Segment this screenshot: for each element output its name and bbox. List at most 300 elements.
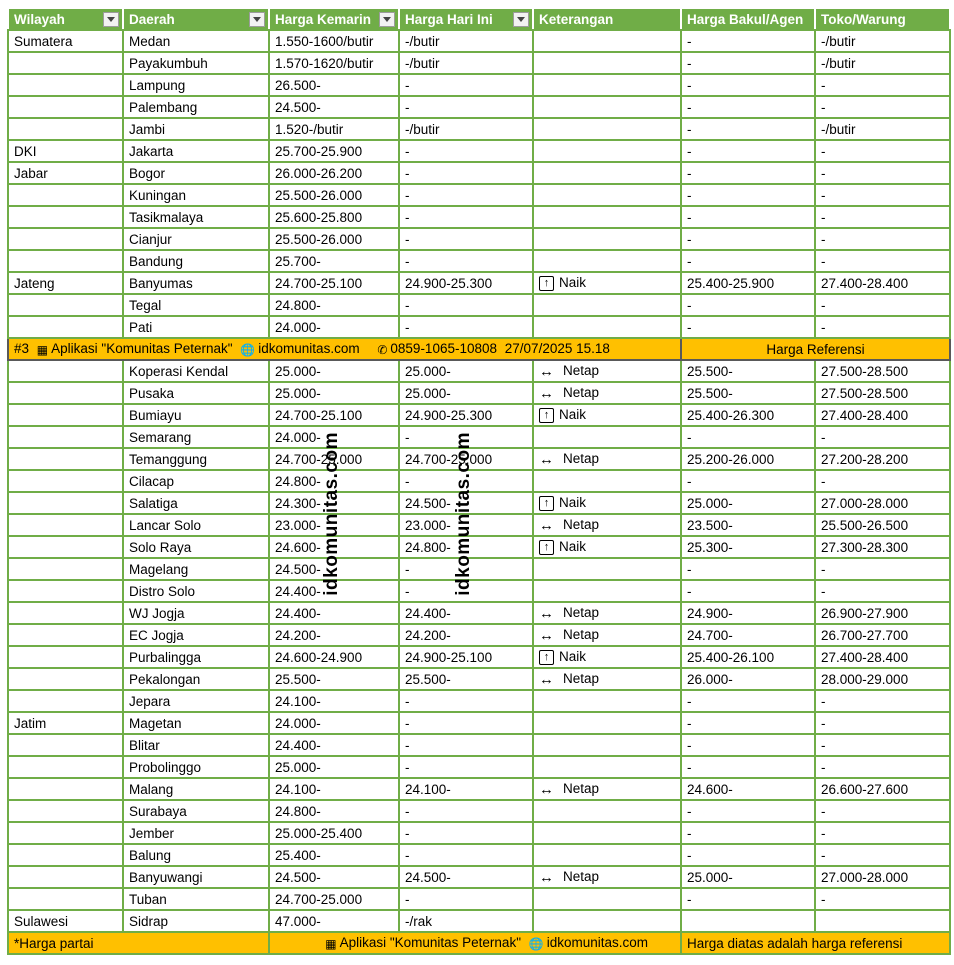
cell-harga-toko[interactable] xyxy=(815,646,950,668)
cell-wilayah[interactable] xyxy=(8,536,123,558)
cell-harga-kemarin[interactable] xyxy=(269,404,399,426)
cell-harga-toko[interactable] xyxy=(815,536,950,558)
cell-harga-toko[interactable] xyxy=(815,96,950,118)
cell-harga-toko[interactable] xyxy=(815,250,950,272)
cell-harga-kemarin[interactable] xyxy=(269,184,399,206)
cell-daerah[interactable] xyxy=(123,514,269,536)
cell-harga-kemarin[interactable] xyxy=(269,844,399,866)
cell-harga-bakul[interactable] xyxy=(681,734,815,756)
cell-keterangan[interactable] xyxy=(533,580,681,602)
cell-harga-toko[interactable] xyxy=(815,800,950,822)
cell-harga-hari-ini[interactable] xyxy=(399,250,533,272)
cell-wilayah[interactable] xyxy=(8,360,123,382)
cell-harga-hari-ini[interactable] xyxy=(399,712,533,734)
cell-harga-bakul-text: - xyxy=(687,165,692,181)
cell-keterangan[interactable] xyxy=(533,778,681,800)
cell-harga-hari-ini[interactable] xyxy=(399,844,533,866)
cell-harga-bakul[interactable] xyxy=(681,250,815,272)
cell-wilayah[interactable] xyxy=(8,910,123,932)
cell-keterangan[interactable] xyxy=(533,690,681,712)
cell-harga-toko-text: - xyxy=(821,847,826,863)
table-row xyxy=(8,602,950,624)
filter-dropdown-icon[interactable] xyxy=(513,12,529,27)
cell-harga-toko[interactable] xyxy=(815,118,950,140)
cell-harga-toko[interactable] xyxy=(815,690,950,712)
cell-harga-toko[interactable] xyxy=(815,888,950,910)
cell-harga-hari-ini-text: - xyxy=(405,825,410,841)
cell-keterangan[interactable] xyxy=(533,602,681,624)
cell-harga-bakul[interactable] xyxy=(681,756,815,778)
cell-harga-toko[interactable] xyxy=(815,74,950,96)
cell-harga-kemarin[interactable] xyxy=(269,800,399,822)
cell-wilayah[interactable] xyxy=(8,734,123,756)
cell-daerah[interactable] xyxy=(123,800,269,822)
cell-wilayah[interactable] xyxy=(8,316,123,338)
cell-harga-kemarin[interactable] xyxy=(269,228,399,250)
cell-harga-bakul-text: 25.200-26.000 xyxy=(687,451,775,467)
cell-harga-hari-ini[interactable] xyxy=(399,778,533,800)
cell-keterangan[interactable] xyxy=(533,558,681,580)
cell-harga-hari-ini[interactable] xyxy=(399,360,533,382)
cell-keterangan[interactable] xyxy=(533,910,681,932)
cell-daerah[interactable] xyxy=(123,118,269,140)
cell-harga-hari-ini[interactable] xyxy=(399,294,533,316)
cell-harga-bakul[interactable] xyxy=(681,294,815,316)
cell-harga-toko[interactable] xyxy=(815,30,950,52)
cell-daerah[interactable] xyxy=(123,74,269,96)
cell-harga-bakul[interactable] xyxy=(681,184,815,206)
cell-keterangan[interactable] xyxy=(533,668,681,690)
cell-wilayah[interactable] xyxy=(8,118,123,140)
cell-harga-toko[interactable] xyxy=(815,272,950,294)
cell-keterangan[interactable] xyxy=(533,800,681,822)
cell-keterangan[interactable] xyxy=(533,184,681,206)
cell-wilayah[interactable] xyxy=(8,602,123,624)
cell-daerah[interactable] xyxy=(123,404,269,426)
cell-wilayah[interactable] xyxy=(8,580,123,602)
cell-keterangan[interactable] xyxy=(533,294,681,316)
cell-harga-hari-ini[interactable] xyxy=(399,734,533,756)
filter-dropdown-icon[interactable] xyxy=(379,12,395,27)
cell-harga-hari-ini[interactable] xyxy=(399,624,533,646)
cell-wilayah[interactable] xyxy=(8,492,123,514)
cell-harga-bakul[interactable] xyxy=(681,272,815,294)
cell-harga-bakul[interactable] xyxy=(681,690,815,712)
cell-harga-hari-ini[interactable] xyxy=(399,668,533,690)
cell-daerah[interactable] xyxy=(123,162,269,184)
cell-wilayah[interactable] xyxy=(8,404,123,426)
table-row xyxy=(8,272,950,294)
cell-daerah[interactable] xyxy=(123,712,269,734)
cell-wilayah[interactable] xyxy=(8,74,123,96)
cell-daerah[interactable] xyxy=(123,272,269,294)
cell-harga-hari-ini[interactable] xyxy=(399,118,533,140)
cell-wilayah[interactable] xyxy=(8,426,123,448)
cell-wilayah[interactable] xyxy=(8,646,123,668)
cell-harga-kemarin[interactable] xyxy=(269,96,399,118)
cell-harga-kemarin[interactable] xyxy=(269,52,399,74)
cell-daerah[interactable] xyxy=(123,580,269,602)
cell-keterangan[interactable] xyxy=(533,866,681,888)
cell-keterangan[interactable] xyxy=(533,360,681,382)
cell-harga-kemarin[interactable] xyxy=(269,294,399,316)
cell-daerah[interactable] xyxy=(123,140,269,162)
cell-harga-hari-ini[interactable] xyxy=(399,382,533,404)
banner-site[interactable]: idkomunitas.com xyxy=(258,341,360,357)
cell-harga-toko[interactable] xyxy=(815,822,950,844)
cell-harga-hari-ini[interactable] xyxy=(399,206,533,228)
cell-harga-kemarin[interactable] xyxy=(269,690,399,712)
cell-wilayah[interactable] xyxy=(8,162,123,184)
cell-harga-toko[interactable] xyxy=(815,294,950,316)
cell-harga-toko[interactable] xyxy=(815,448,950,470)
cell-daerah[interactable] xyxy=(123,822,269,844)
cell-harga-toko[interactable] xyxy=(815,668,950,690)
cell-harga-kemarin[interactable] xyxy=(269,646,399,668)
cell-harga-bakul[interactable] xyxy=(681,866,815,888)
cell-harga-kemarin[interactable] xyxy=(269,74,399,96)
cell-harga-kemarin-text: 24.000- xyxy=(275,715,321,731)
cell-harga-bakul[interactable] xyxy=(681,514,815,536)
cell-harga-hari-ini[interactable] xyxy=(399,866,533,888)
cell-wilayah[interactable] xyxy=(8,822,123,844)
cell-daerah[interactable] xyxy=(123,382,269,404)
cell-wilayah[interactable] xyxy=(8,184,123,206)
cell-harga-bakul[interactable] xyxy=(681,822,815,844)
cell-harga-hari-ini[interactable] xyxy=(399,822,533,844)
cell-harga-hari-ini[interactable] xyxy=(399,52,533,74)
cell-harga-bakul-text: - xyxy=(687,143,692,159)
cell-harga-toko[interactable] xyxy=(815,52,950,74)
cell-keterangan[interactable] xyxy=(533,536,681,558)
cell-keterangan[interactable] xyxy=(533,96,681,118)
cell-harga-bakul[interactable] xyxy=(681,800,815,822)
cell-wilayah[interactable] xyxy=(8,690,123,712)
cell-harga-kemarin-text: 24.400- xyxy=(275,737,321,753)
cell-harga-kemarin[interactable] xyxy=(269,206,399,228)
cell-keterangan[interactable] xyxy=(533,316,681,338)
cell-harga-bakul[interactable] xyxy=(681,580,815,602)
cell-harga-bakul[interactable] xyxy=(681,910,815,932)
cell-harga-hari-ini[interactable] xyxy=(399,756,533,778)
col-header-daerah: Daerah xyxy=(123,8,269,30)
cell-harga-hari-ini[interactable] xyxy=(399,404,533,426)
cell-harga-bakul[interactable] xyxy=(681,778,815,800)
arrow-up-icon: ↑ xyxy=(539,496,554,511)
cell-daerah[interactable] xyxy=(123,910,269,932)
cell-wilayah[interactable] xyxy=(8,800,123,822)
cell-daerah[interactable] xyxy=(123,448,269,470)
cell-daerah[interactable] xyxy=(123,866,269,888)
arrow-left-right-icon: ↔ xyxy=(539,670,554,688)
cell-keterangan[interactable] xyxy=(533,756,681,778)
cell-daerah[interactable] xyxy=(123,536,269,558)
cell-keterangan[interactable] xyxy=(533,426,681,448)
cell-harga-toko[interactable] xyxy=(815,492,950,514)
cell-daerah[interactable] xyxy=(123,228,269,250)
cell-harga-toko[interactable] xyxy=(815,382,950,404)
cell-harga-hari-ini[interactable] xyxy=(399,910,533,932)
cell-harga-hari-ini[interactable] xyxy=(399,228,533,250)
cell-harga-bakul[interactable] xyxy=(681,118,815,140)
cell-harga-toko[interactable] xyxy=(815,778,950,800)
cell-harga-bakul[interactable] xyxy=(681,30,815,52)
banner-number: #3 xyxy=(14,341,30,357)
cell-harga-bakul[interactable] xyxy=(681,228,815,250)
cell-wilayah[interactable] xyxy=(8,668,123,690)
cell-harga-hari-ini[interactable] xyxy=(399,272,533,294)
cell-harga-toko[interactable] xyxy=(815,514,950,536)
cell-harga-toko[interactable] xyxy=(815,580,950,602)
cell-harga-kemarin[interactable] xyxy=(269,382,399,404)
cell-harga-kemarin[interactable] xyxy=(269,866,399,888)
cell-daerah[interactable] xyxy=(123,96,269,118)
cell-harga-toko[interactable] xyxy=(815,228,950,250)
cell-daerah[interactable] xyxy=(123,602,269,624)
cell-wilayah[interactable] xyxy=(8,756,123,778)
cell-keterangan[interactable] xyxy=(533,470,681,492)
cell-harga-hari-ini[interactable] xyxy=(399,30,533,52)
cell-harga-kemarin[interactable] xyxy=(269,118,399,140)
cell-harga-bakul[interactable] xyxy=(681,382,815,404)
cell-keterangan[interactable] xyxy=(533,448,681,470)
cell-wilayah[interactable] xyxy=(8,52,123,74)
cell-harga-bakul[interactable] xyxy=(681,74,815,96)
cell-keterangan[interactable] xyxy=(533,492,681,514)
cell-wilayah[interactable] xyxy=(8,228,123,250)
banner-app: Aplikasi "Komunitas Peternak" xyxy=(51,341,233,357)
cell-harga-toko[interactable] xyxy=(815,844,950,866)
cell-harga-bakul[interactable] xyxy=(681,558,815,580)
cell-harga-bakul[interactable] xyxy=(681,888,815,910)
cell-harga-hari-ini[interactable] xyxy=(399,602,533,624)
cell-harga-kemarin[interactable] xyxy=(269,140,399,162)
cell-harga-bakul[interactable] xyxy=(681,470,815,492)
cell-harga-hari-ini[interactable] xyxy=(399,800,533,822)
cell-harga-kemarin[interactable] xyxy=(269,250,399,272)
cell-harga-hari-ini[interactable] xyxy=(399,888,533,910)
cell-daerah[interactable] xyxy=(123,756,269,778)
cell-harga-kemarin-text: 25.600-25.800 xyxy=(275,209,363,225)
cell-harga-kemarin[interactable] xyxy=(269,360,399,382)
cell-daerah[interactable] xyxy=(123,646,269,668)
cell-keterangan-text: Naik xyxy=(559,495,587,511)
cell-wilayah[interactable] xyxy=(8,30,123,52)
cell-harga-hari-ini-text: 24.100- xyxy=(405,781,451,797)
cell-wilayah[interactable] xyxy=(8,844,123,866)
cell-harga-toko[interactable] xyxy=(815,470,950,492)
cell-harga-hari-ini-text: -/butir xyxy=(405,121,440,137)
cell-harga-bakul[interactable] xyxy=(681,162,815,184)
cell-keterangan[interactable] xyxy=(533,844,681,866)
cell-harga-toko[interactable] xyxy=(815,624,950,646)
cell-harga-toko[interactable] xyxy=(815,866,950,888)
cell-harga-kemarin[interactable] xyxy=(269,822,399,844)
cell-harga-toko-text: - xyxy=(821,231,826,247)
cell-harga-hari-ini[interactable] xyxy=(399,140,533,162)
cell-harga-kemarin-text: 24.200- xyxy=(275,627,321,643)
cell-daerah[interactable] xyxy=(123,844,269,866)
cell-harga-bakul[interactable] xyxy=(681,492,815,514)
cell-daerah[interactable] xyxy=(123,184,269,206)
cell-daerah[interactable] xyxy=(123,316,269,338)
cell-daerah-text: Semarang xyxy=(129,429,192,445)
cell-harga-kemarin[interactable] xyxy=(269,756,399,778)
cell-harga-bakul[interactable] xyxy=(681,712,815,734)
cell-keterangan[interactable] xyxy=(533,712,681,734)
cell-harga-bakul[interactable] xyxy=(681,140,815,162)
cell-harga-bakul[interactable] xyxy=(681,844,815,866)
cell-harga-hari-ini[interactable] xyxy=(399,184,533,206)
cell-harga-bakul[interactable] xyxy=(681,536,815,558)
cell-keterangan[interactable] xyxy=(533,250,681,272)
cell-daerah[interactable] xyxy=(123,624,269,646)
cell-wilayah[interactable] xyxy=(8,888,123,910)
cell-harga-toko[interactable] xyxy=(815,558,950,580)
cell-harga-bakul[interactable] xyxy=(681,360,815,382)
cell-keterangan[interactable] xyxy=(533,646,681,668)
cell-wilayah[interactable] xyxy=(8,448,123,470)
cell-harga-bakul[interactable] xyxy=(681,602,815,624)
cell-keterangan[interactable] xyxy=(533,30,681,52)
cell-harga-kemarin[interactable] xyxy=(269,316,399,338)
table-row xyxy=(8,580,950,602)
cell-harga-bakul[interactable] xyxy=(681,448,815,470)
cell-daerah[interactable] xyxy=(123,888,269,910)
cell-wilayah[interactable] xyxy=(8,514,123,536)
cell-daerah[interactable] xyxy=(123,734,269,756)
cell-harga-toko[interactable] xyxy=(815,426,950,448)
cell-wilayah[interactable] xyxy=(8,250,123,272)
cell-wilayah[interactable] xyxy=(8,470,123,492)
cell-wilayah[interactable] xyxy=(8,272,123,294)
cell-harga-toko[interactable] xyxy=(815,734,950,756)
cell-keterangan[interactable] xyxy=(533,382,681,404)
cell-harga-kemarin[interactable] xyxy=(269,712,399,734)
cell-daerah[interactable] xyxy=(123,294,269,316)
cell-harga-bakul[interactable] xyxy=(681,404,815,426)
cell-harga-kemarin[interactable] xyxy=(269,734,399,756)
cell-wilayah[interactable] xyxy=(8,294,123,316)
cell-harga-kemarin[interactable] xyxy=(269,910,399,932)
cell-harga-bakul[interactable] xyxy=(681,206,815,228)
cell-keterangan[interactable] xyxy=(533,74,681,96)
cell-harga-kemarin[interactable] xyxy=(269,888,399,910)
cell-harga-kemarin[interactable] xyxy=(269,624,399,646)
cell-harga-bakul[interactable] xyxy=(681,624,815,646)
cell-daerah[interactable] xyxy=(123,426,269,448)
footer-site[interactable]: idkomunitas.com xyxy=(546,935,648,951)
cell-harga-bakul[interactable] xyxy=(681,52,815,74)
filter-dropdown-icon[interactable] xyxy=(249,12,265,27)
col-header-wilayah: Wilayah xyxy=(8,8,123,30)
cell-keterangan[interactable] xyxy=(533,822,681,844)
cell-harga-toko[interactable] xyxy=(815,360,950,382)
cell-wilayah[interactable] xyxy=(8,712,123,734)
cell-keterangan[interactable] xyxy=(533,228,681,250)
cell-harga-toko[interactable] xyxy=(815,184,950,206)
cell-harga-bakul[interactable] xyxy=(681,96,815,118)
cell-harga-kemarin[interactable] xyxy=(269,602,399,624)
cell-daerah[interactable] xyxy=(123,492,269,514)
cell-daerah[interactable] xyxy=(123,360,269,382)
cell-harga-bakul[interactable] xyxy=(681,316,815,338)
cell-daerah[interactable] xyxy=(123,30,269,52)
cell-daerah[interactable] xyxy=(123,250,269,272)
cell-harga-hari-ini[interactable] xyxy=(399,646,533,668)
cell-keterangan[interactable] xyxy=(533,404,681,426)
cell-harga-toko[interactable] xyxy=(815,756,950,778)
cell-harga-hari-ini[interactable] xyxy=(399,316,533,338)
cell-harga-bakul[interactable] xyxy=(681,646,815,668)
cell-harga-kemarin[interactable] xyxy=(269,778,399,800)
cell-wilayah[interactable] xyxy=(8,558,123,580)
cell-wilayah[interactable] xyxy=(8,866,123,888)
cell-daerah[interactable] xyxy=(123,558,269,580)
cell-wilayah[interactable] xyxy=(8,140,123,162)
cell-harga-hari-ini[interactable] xyxy=(399,690,533,712)
cell-harga-bakul-text: 25.400-25.900 xyxy=(687,275,775,291)
cell-harga-toko[interactable] xyxy=(815,910,950,932)
cell-harga-kemarin[interactable] xyxy=(269,668,399,690)
cell-wilayah[interactable] xyxy=(8,778,123,800)
cell-keterangan[interactable] xyxy=(533,734,681,756)
cell-keterangan[interactable] xyxy=(533,140,681,162)
cell-harga-toko[interactable] xyxy=(815,206,950,228)
cell-harga-toko[interactable] xyxy=(815,162,950,184)
cell-daerah[interactable] xyxy=(123,690,269,712)
cell-harga-toko[interactable] xyxy=(815,316,950,338)
cell-harga-toko[interactable] xyxy=(815,602,950,624)
arrow-left-right-icon: ↔ xyxy=(539,604,554,622)
cell-daerah[interactable] xyxy=(123,206,269,228)
table-row xyxy=(8,30,950,52)
cell-harga-kemarin[interactable] xyxy=(269,162,399,184)
cell-harga-kemarin-text: 25.400- xyxy=(275,847,321,863)
cell-keterangan-text: Naik xyxy=(559,539,587,555)
cell-keterangan[interactable] xyxy=(533,624,681,646)
cell-keterangan[interactable] xyxy=(533,118,681,140)
cell-wilayah[interactable] xyxy=(8,96,123,118)
table-row xyxy=(8,800,950,822)
cell-keterangan[interactable] xyxy=(533,272,681,294)
cell-daerah[interactable] xyxy=(123,778,269,800)
cell-keterangan[interactable] xyxy=(533,162,681,184)
filter-dropdown-icon[interactable] xyxy=(103,12,119,27)
cell-keterangan[interactable] xyxy=(533,888,681,910)
cell-wilayah[interactable] xyxy=(8,382,123,404)
cell-harga-toko[interactable] xyxy=(815,140,950,162)
cell-keterangan[interactable] xyxy=(533,514,681,536)
cell-harga-hari-ini[interactable] xyxy=(399,162,533,184)
cell-daerah[interactable] xyxy=(123,668,269,690)
cell-harga-bakul[interactable] xyxy=(681,668,815,690)
cell-keterangan[interactable] xyxy=(533,206,681,228)
cell-harga-bakul[interactable] xyxy=(681,426,815,448)
cell-harga-toko[interactable] xyxy=(815,404,950,426)
banner-phone[interactable]: 0859-1065-10808 xyxy=(390,341,498,357)
cell-wilayah[interactable] xyxy=(8,624,123,646)
cell-harga-kemarin[interactable] xyxy=(269,272,399,294)
cell-daerah[interactable] xyxy=(123,52,269,74)
cell-wilayah[interactable] xyxy=(8,206,123,228)
cell-harga-hari-ini[interactable] xyxy=(399,74,533,96)
cell-harga-toko[interactable] xyxy=(815,712,950,734)
cell-harga-kemarin[interactable] xyxy=(269,30,399,52)
cell-keterangan[interactable] xyxy=(533,52,681,74)
cell-daerah[interactable] xyxy=(123,470,269,492)
cell-harga-hari-ini[interactable] xyxy=(399,96,533,118)
